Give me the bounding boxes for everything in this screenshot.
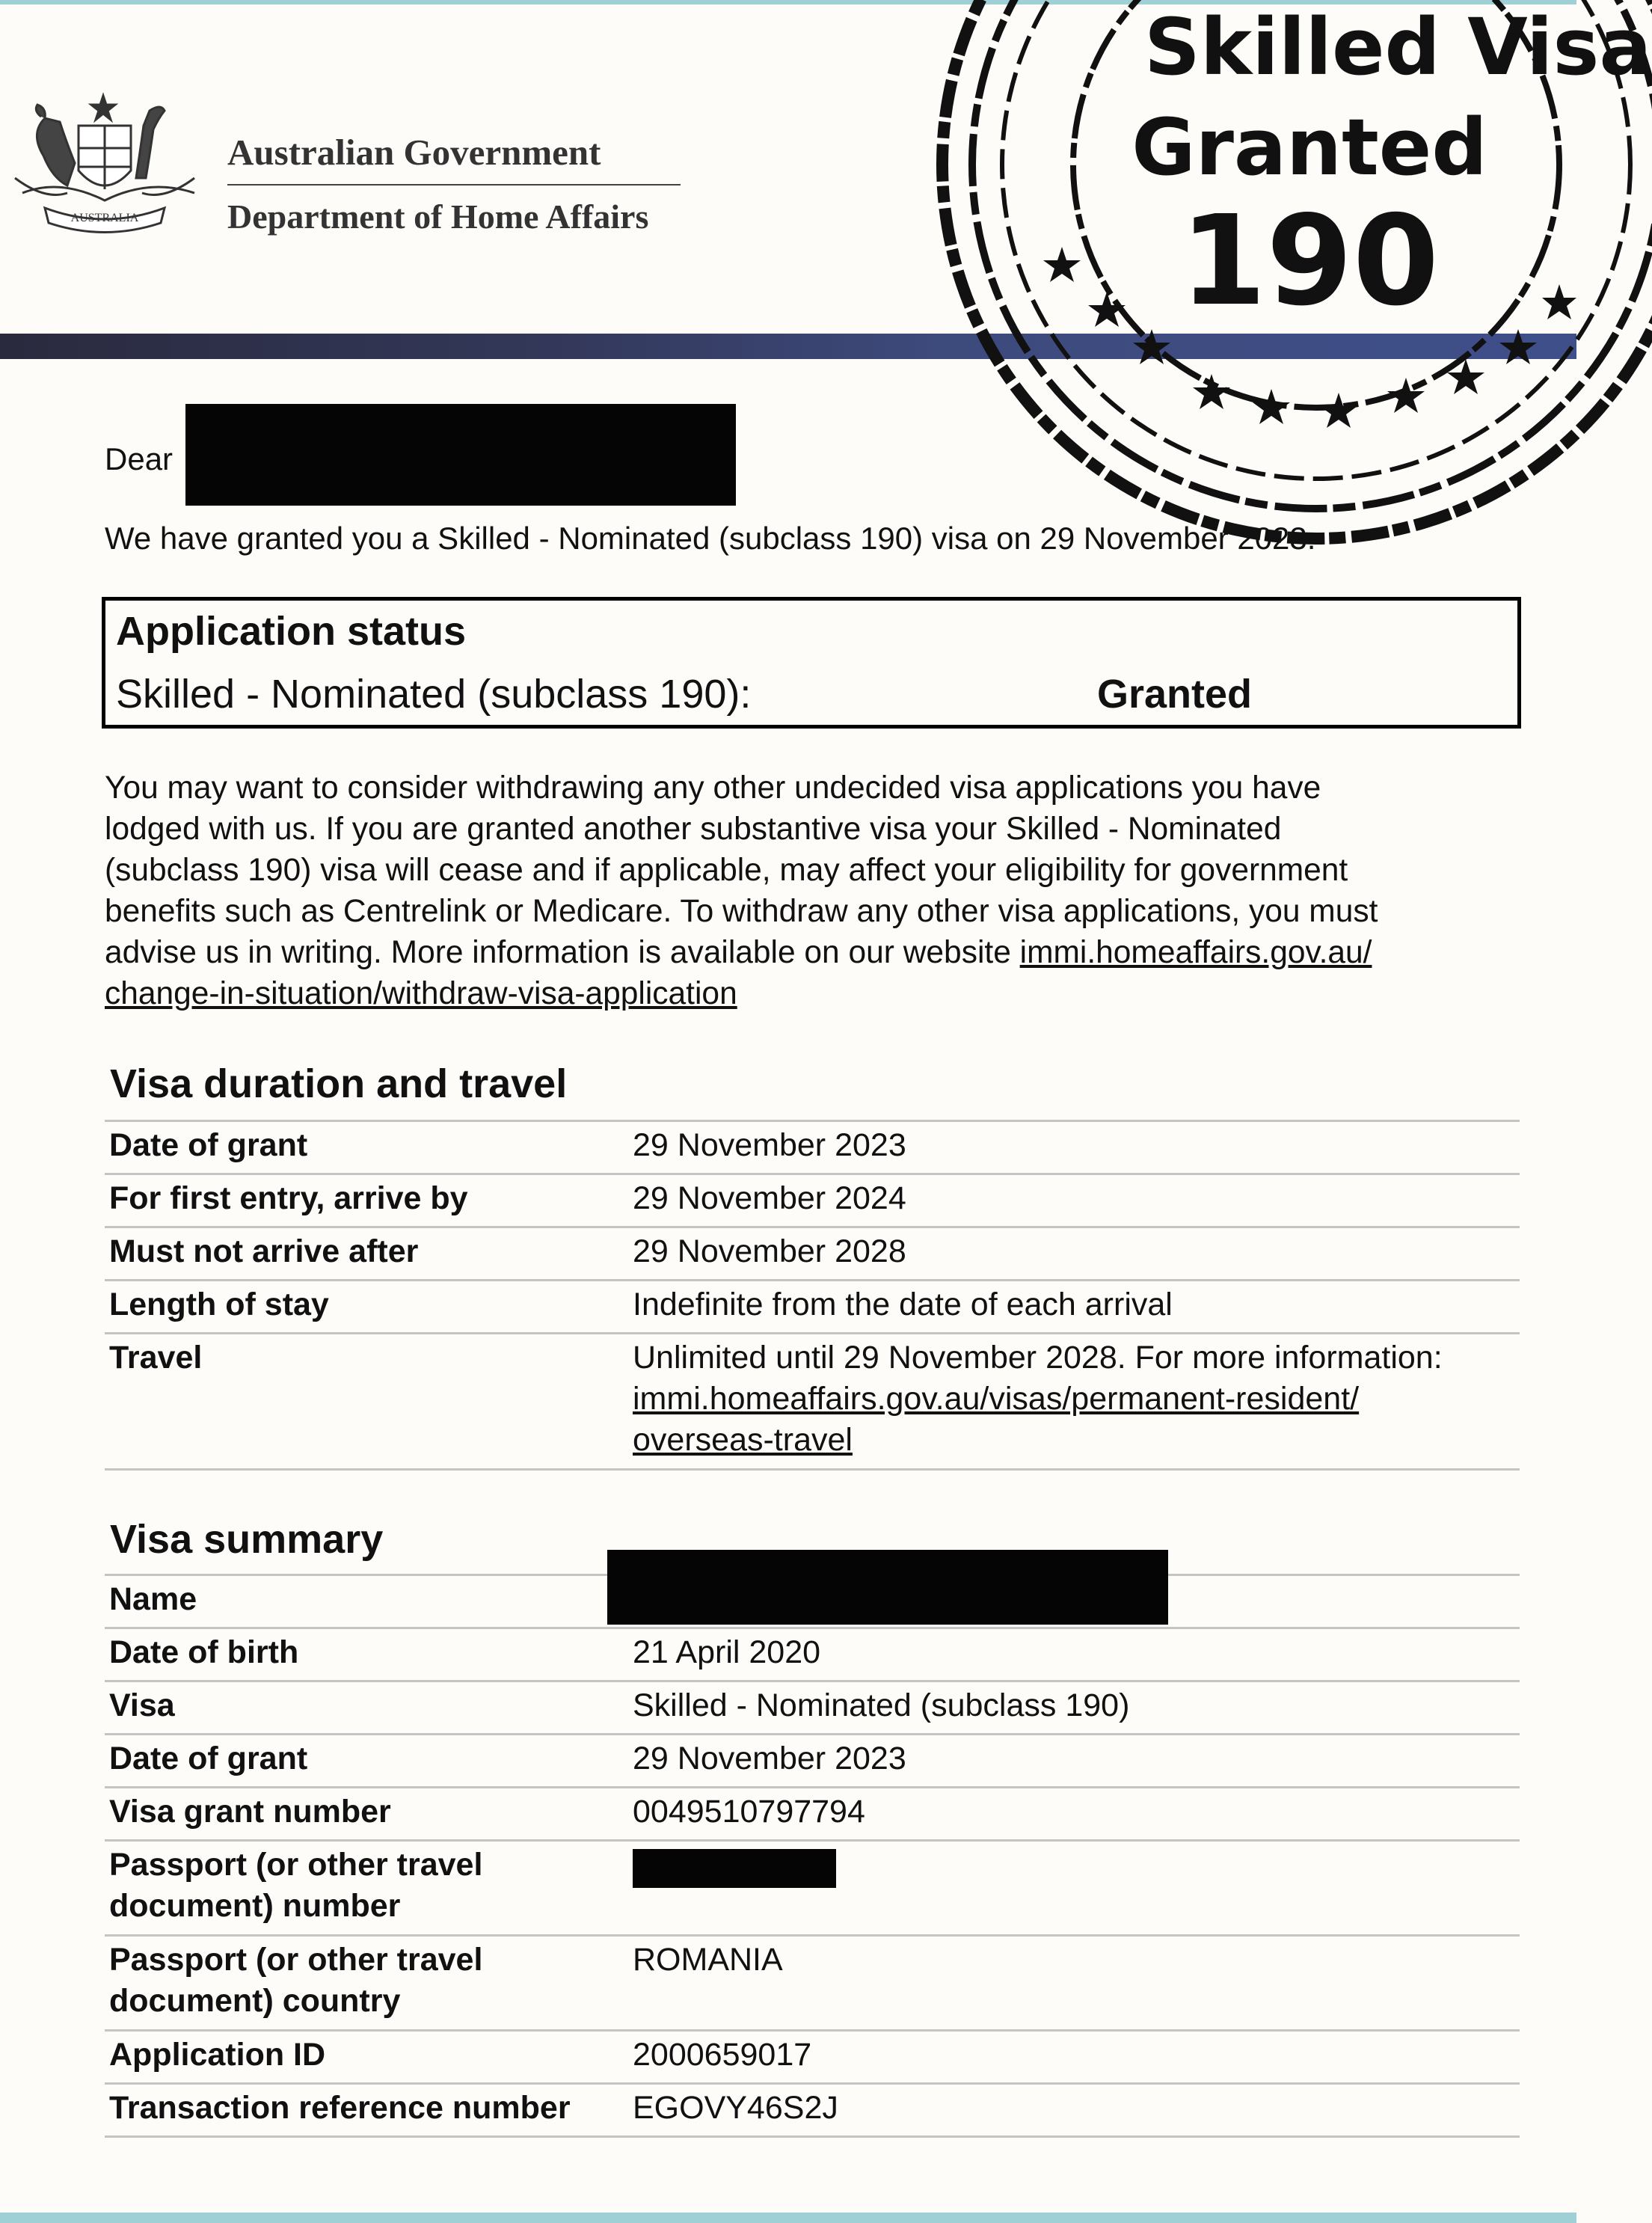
status-visa-label: Skilled - Nominated (subclass 190): (116, 672, 752, 717)
row-key: For first entry, arrive by (109, 1180, 468, 1216)
row-key: Date of birth (109, 1634, 299, 1670)
notice-line: (subclass 190) visa will cease and if applicable, may affect your eligibility for government (105, 853, 1348, 888)
table-row (105, 1788, 1520, 1842)
row-value: 29 November 2023 (633, 1127, 906, 1163)
row-key: Visa grant number (109, 1794, 391, 1830)
overseas-travel-link-continued[interactable]: overseas-travel (633, 1422, 853, 1458)
duration-section-title: Visa duration and travel (110, 1061, 568, 1106)
status-value: Granted (1097, 672, 1253, 717)
travel-text: Unlimited until 29 November 2028. For more information: (633, 1340, 1443, 1376)
notice-line (105, 932, 1526, 973)
row-key (109, 1940, 618, 2022)
table-row (105, 2032, 1520, 2085)
row-value: Skilled - Nominated (subclass 190) (633, 1687, 1130, 1723)
table-row (105, 1334, 1520, 1471)
row-value: 29 November 2028 (633, 1233, 906, 1269)
notice-line-text: advise us in writing. More information is available on our website (105, 935, 1020, 970)
redacted-recipient-name (185, 404, 736, 506)
row-key: Length of stay (109, 1287, 329, 1322)
duration-table (105, 1120, 1520, 1471)
row-key: Date of grant (109, 1741, 308, 1776)
row-key-line: Passport (or other travel (109, 1942, 483, 1978)
table-row (105, 1629, 1520, 1682)
row-key: Travel (109, 1340, 203, 1376)
row-key: Name (109, 1581, 197, 1617)
row-value: 21 April 2020 (633, 1634, 821, 1670)
notice-line: You may want to consider withdrawing any other undecided visa applications you have (105, 770, 1321, 806)
table-row (105, 2085, 1520, 2138)
row-value: 29 November 2023 (633, 1741, 906, 1776)
withdraw-application-link-continued[interactable]: change-in-situation/withdraw-visa-application (105, 976, 737, 1011)
row-key (109, 1845, 618, 1927)
row-value: EGOVY46S2J (633, 2090, 838, 2126)
table-row (105, 1228, 1520, 1281)
department-name: Department of Home Affairs (227, 197, 649, 236)
row-value: 2000659017 (633, 2037, 812, 2073)
row-key: Transaction reference number (109, 2090, 571, 2126)
coat-of-arms-icon (0, 88, 217, 245)
withdraw-application-link[interactable]: immi.homeaffairs.gov.au/ (1019, 935, 1372, 970)
row-value (633, 1337, 1520, 1461)
row-key: Visa (109, 1687, 175, 1723)
bottom-border (0, 2213, 1576, 2223)
stamp-line-granted: Granted (1131, 102, 1487, 193)
row-key: Must not arrive after (109, 1233, 419, 1269)
summary-section-title: Visa summary (110, 1517, 384, 1562)
notice-line: lodged with us. If you are granted another substantive visa your Skilled - Nominated (105, 812, 1282, 847)
row-value: 29 November 2024 (633, 1180, 906, 1216)
row-value: ROMANIA (633, 1942, 783, 1978)
title-divider (227, 184, 681, 185)
crest-label: AUSTRALIA (70, 212, 139, 224)
table-row (105, 1735, 1520, 1788)
grant-intro-text: We have granted you a Skilled - Nominated (subclass 190) visa on 29 November 2023. (105, 521, 1316, 556)
row-key-line: Passport (or other travel (109, 1847, 483, 1883)
row-value: Indefinite from the date of each arrival (633, 1287, 1173, 1322)
government-name: Australian Government (227, 132, 601, 173)
row-key-line: document) country (109, 1983, 401, 2019)
redacted-name (607, 1550, 1168, 1625)
withdrawal-notice (105, 767, 1526, 1014)
salutation: Dear (105, 441, 174, 476)
row-key: Application ID (109, 2037, 326, 2073)
application-status-box (102, 597, 1521, 729)
table-row (105, 1682, 1520, 1735)
status-title: Application status (116, 609, 467, 654)
government-title-block (227, 129, 681, 239)
row-key: Date of grant (109, 1127, 308, 1163)
row-value: 0049510797794 (633, 1794, 865, 1830)
stamp-line-skilled-visa: Skilled Visa (1144, 1, 1652, 93)
table-row (105, 1175, 1520, 1228)
overseas-travel-link[interactable]: immi.homeaffairs.gov.au/visas/permanent-resident/ (633, 1381, 1360, 1417)
stamp-line-subclass: 190 (1179, 189, 1440, 334)
redacted-passport-number (633, 1849, 836, 1888)
table-row (105, 1937, 1520, 2032)
row-key-line: document) number (109, 1888, 401, 1924)
table-row (105, 1122, 1520, 1175)
table-row (105, 1281, 1520, 1334)
notice-line: benefits such as Centrelink or Medicare. To withdraw any other visa applications, you must (105, 894, 1378, 929)
